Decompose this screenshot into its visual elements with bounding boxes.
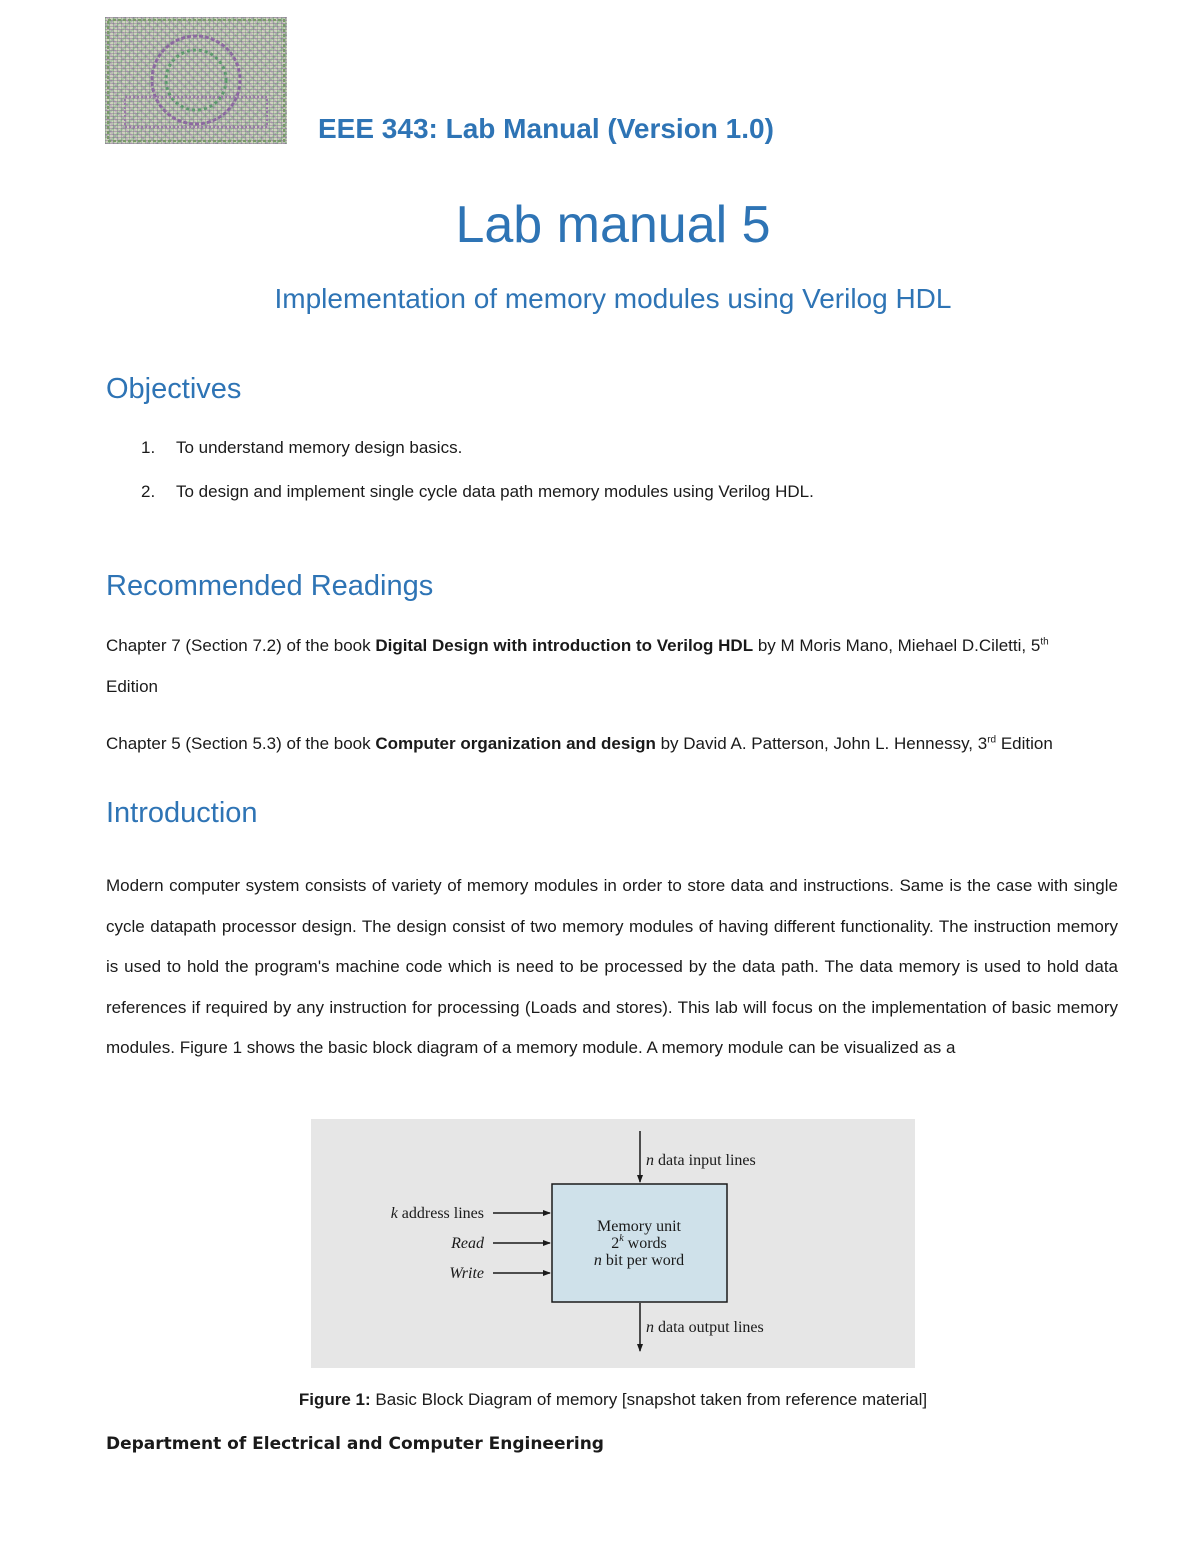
memory-block-diagram: [311, 1119, 915, 1368]
data-output-label: n data output lines: [646, 1319, 764, 1336]
university-logo: [105, 17, 287, 144]
page-title: Lab manual 5: [455, 196, 771, 254]
address-label: k address lines: [390, 1205, 484, 1222]
readings-heading: Recommended Readings: [106, 570, 434, 602]
objective-number: 2.: [141, 482, 156, 501]
caption-label: Figure 1:: [298, 1390, 371, 1409]
book-title: Computer organization and design: [375, 734, 656, 753]
book-title: Digital Design with introduction to Verilog HDL: [375, 636, 754, 655]
introduction-heading: Introduction: [106, 797, 258, 829]
objective-item: To design and implement single cycle data path memory modules using Verilog HDL.: [176, 482, 814, 501]
data-input-label: n data input lines: [646, 1152, 756, 1169]
superscript: rd: [987, 734, 997, 746]
page-subtitle: Implementation of memory modules using Verilog HDL: [274, 283, 952, 314]
objective-number: 1.: [141, 438, 156, 457]
reading-reference-1: [106, 636, 1049, 656]
reference-text: Chapter 5 (Section 5.3) of the book: [106, 734, 376, 753]
bits-per-word-label: n bit per word: [593, 1252, 685, 1269]
write-label: Write: [449, 1265, 484, 1282]
memory-unit-label: Memory unit: [597, 1218, 681, 1235]
course-title: EEE 343: Lab Manual (Version 1.0): [318, 113, 774, 144]
caption-text: Basic Block Diagram of memory [snapshot taken from reference material]: [370, 1390, 928, 1409]
objectives-heading: Objectives: [106, 373, 242, 405]
reference-text: by David A. Patterson, John L. Hennessy, 3: [655, 734, 988, 753]
read-label: Read: [451, 1235, 484, 1252]
reference-text: by M Moris Mano, Miehael D.Ciletti, 5: [753, 636, 1041, 655]
figure-caption: [0, 1390, 1200, 1410]
reading-reference-1-edition: Edition: [106, 677, 158, 696]
objective-item: To understand memory design basics.: [176, 438, 463, 457]
memory-words-label: 2$^k$ words: [611, 1233, 667, 1252]
department-footer: Department of Electrical and Computer Engineering: [106, 1434, 604, 1454]
superscript: th: [1040, 636, 1049, 648]
reference-text: Edition: [996, 734, 1053, 753]
introduction-paragraph: Modern computer system consists of variety of memory modules in order to store data and instructions. Same is the case with single cycle datapath processor design. The design consist of two memory modules of having different functionality. The instruction memory is used to hold the program's machine code which is need to be processed by the data path. The data memory is used to hold data references if required by any instruction for processing (Loads and stores). This lab will focus on the implementation of basic memory modules. Figure 1 shows the basic block diagram of a memory module. A memory module can be visualized as a: [106, 876, 1118, 1057]
reading-reference-2: [106, 734, 1053, 754]
reference-text: Chapter 7 (Section 7.2) of the book: [106, 636, 376, 655]
